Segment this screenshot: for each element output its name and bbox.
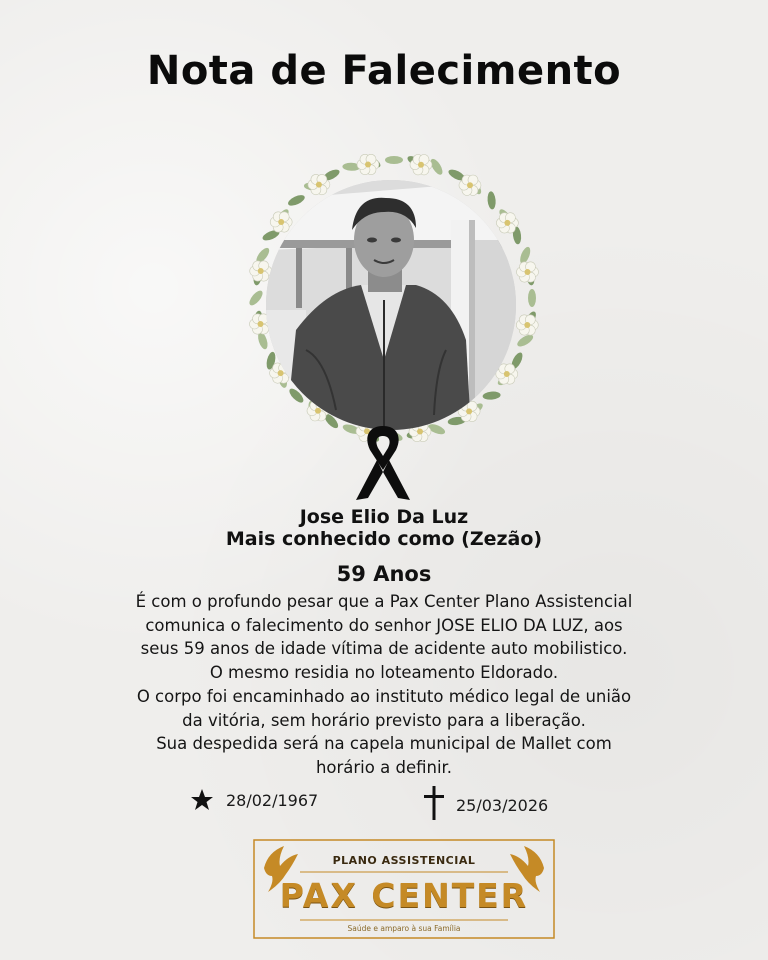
wreath-flower (357, 154, 379, 174)
portrait-photo (266, 180, 516, 430)
death-date (424, 786, 548, 820)
wreath-flower (459, 175, 481, 195)
wreath-flower (516, 315, 538, 335)
cross-icon (424, 786, 444, 820)
mourning-ribbon-icon (350, 418, 416, 504)
message-line: horário a definir. (315, 757, 453, 777)
wreath-leaf (528, 289, 536, 307)
pax-center-logo (252, 838, 556, 942)
page-title: Nota de Falecimento (146, 48, 622, 94)
wreath-leaf (482, 391, 501, 401)
wreath-leaf (385, 156, 403, 164)
message-line: O corpo foi encaminhado ao instituto médico legal de união (136, 686, 632, 706)
wreath-flower (270, 212, 292, 232)
logo-top-text: PLANO ASSISTENCIAL (332, 854, 476, 867)
wreath-flower (308, 174, 330, 194)
birth-date (190, 788, 318, 812)
message-line: Sua despedida será na capela municipal de Mallet com (156, 734, 612, 754)
wreath-flower (410, 155, 432, 175)
logo-tagline: Saúde e amparo à sua Família (347, 924, 461, 933)
message-line: comunica o falecimento do senhor JOSE ELIO DA LUZ, aos (145, 615, 623, 635)
wreath-leaf (247, 289, 265, 308)
obituary-message (80, 590, 688, 780)
message-line: É com o profundo pesar que a Pax Center Plano Assistencial (135, 592, 633, 611)
message-line: seus 59 anos de idade vítima de acidente auto mobilistico. (140, 639, 628, 659)
deceased-name: Jose Elio Da Luz (299, 506, 469, 528)
star-icon (190, 788, 214, 812)
deceased-nickname: Mais conhecido como (Zezão) (225, 528, 543, 550)
wreath-flower (496, 213, 518, 233)
birth-date-text: 28/02/1967 (226, 790, 319, 810)
death-date-text: 25/03/2026 (456, 795, 549, 815)
message-line: O mesmo residia no loteamento Eldorado. (209, 663, 559, 683)
logo-main-text: PAX CENTER (279, 876, 529, 915)
message-line: da vitória, sem horário previsto para a liberação. (182, 710, 586, 730)
wreath-leaf (287, 193, 307, 208)
wreath-leaf (487, 191, 497, 210)
wreath-flower (517, 262, 539, 282)
deceased-age: 59 Anos (336, 562, 432, 586)
